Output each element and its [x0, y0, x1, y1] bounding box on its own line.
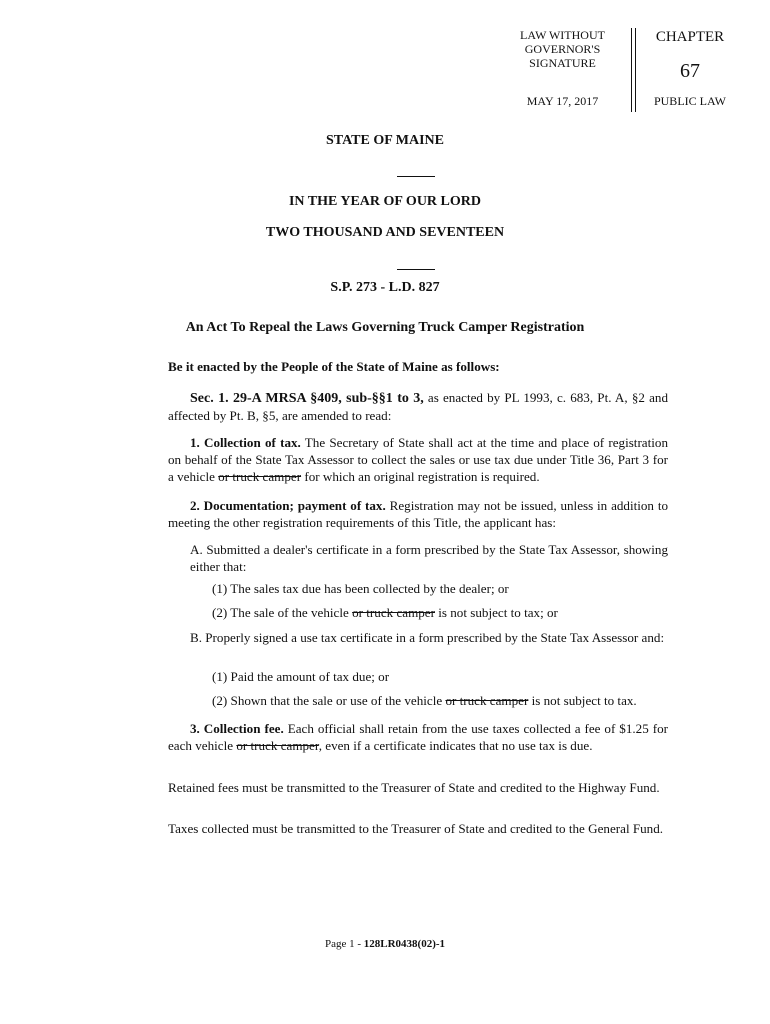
state-heading: STATE OF MAINE [326, 133, 444, 148]
enactment-date: MAY 17, 2017 [526, 94, 599, 108]
paragraph-a-2-text-b: is not subject to tax; or [434, 605, 558, 620]
paragraph-a-2-text-a: (2) The sale of the vehicle [212, 605, 353, 620]
law-status-line3: SIGNATURE [529, 56, 596, 70]
paragraph-a: A. Submitted a dealer's certificate in a form prescribed by the State Tax Assessor, showing either that: [190, 542, 668, 574]
paragraph-b-2 [212, 692, 668, 709]
law-status-line1: LAW WITHOUT [520, 28, 605, 42]
subsection-3-text-a: Each official shall retain from the use taxes collected a fee of $1.25 for each vehicle [168, 721, 668, 753]
subsection-1-heading: 1. Collection of tax. [190, 435, 301, 450]
chapter-label: CHAPTER [655, 29, 725, 45]
retained-fees-paragraph: Retained fees must be transmitted to the Treasurer of State and credited to the Highway Fund. [168, 780, 660, 795]
subsection-3-text-b: , even if a certificate indicates that no use tax is due. [318, 738, 593, 753]
paragraph-b-2-text-a: (2) Shown that the sale or use of the vehicle [212, 693, 446, 708]
header-divider-left [631, 28, 632, 112]
paragraph-b-2-text-b: is not subject to tax. [528, 693, 637, 708]
struck-text: or truck camper [445, 693, 529, 708]
enacting-clause [168, 358, 668, 375]
subsection-2-heading: 2. Documentation; payment of tax. [190, 498, 386, 513]
struck-text: or truck camper [218, 469, 302, 484]
struck-text: or truck camper [352, 605, 435, 620]
paragraph-b-1: (1) Paid the amount of tax due; or [212, 669, 390, 684]
header-divider-right [635, 28, 636, 112]
public-law-label: PUBLIC LAW [653, 94, 727, 108]
year-line-2: TWO THOUSAND AND SEVENTEEN [265, 225, 505, 240]
paragraph-a-2 [212, 604, 668, 621]
subsection-2-text: Registration may not be issued, unless in addition to meeting the other registration requirements of this Title, the applicant has: [168, 498, 669, 530]
enacting-clause-text: Be it enacted by the People of the State of Maine as follows: [168, 359, 500, 374]
chapter-number: 67 [680, 60, 700, 82]
law-status [505, 28, 620, 70]
section-1-heading: Sec. 1. 29-A MRSA §409, sub-§§1 to 3, [190, 391, 424, 406]
subsection-1-text-b: for which an original registration is required. [301, 469, 540, 484]
struck-text: or truck camper [236, 738, 319, 753]
section-1-text: as enacted by PL 1993, c. 683, Pt. A, §2 and affected by Pt. B, §5, are amended to read: [168, 390, 668, 423]
title-divider-1 [397, 176, 435, 177]
bill-identifier: S.P. 273 - L.D. 827 [330, 280, 440, 295]
year-line-1: IN THE YEAR OF OUR LORD [288, 194, 481, 209]
subsection-1-text-a: The Secretary of State shall act at the time and place of registration on behalf of the State Tax Assessor to collect the sales or use tax due under Title 36, Part 3 for a vehicle [168, 435, 668, 484]
subsection-2 [168, 497, 668, 531]
page-footer [0, 938, 770, 950]
document-code: 128LR0438(02)-1 [363, 938, 446, 950]
page-number: Page 1 - [324, 938, 364, 950]
paragraph-a-1: (1) The sales tax due has been collected by the dealer; or [212, 581, 509, 596]
act-title: An Act To Repeal the Laws Governing Truck Camper Registration [185, 320, 585, 335]
taxes-collected-paragraph: Taxes collected must be transmitted to the Treasurer of State and credited to the General Fund. [168, 821, 664, 836]
law-status-line2: GOVERNOR'S [524, 42, 601, 56]
subsection-3-heading: 3. Collection fee. [190, 721, 284, 736]
subsection-1 [168, 434, 668, 485]
paragraph-b: B. Properly signed a use tax certificate in a form prescribed by the State Tax Assessor and: [190, 630, 665, 645]
section-1 [168, 389, 668, 424]
subsection-3 [168, 720, 668, 754]
title-divider-2 [397, 269, 435, 270]
